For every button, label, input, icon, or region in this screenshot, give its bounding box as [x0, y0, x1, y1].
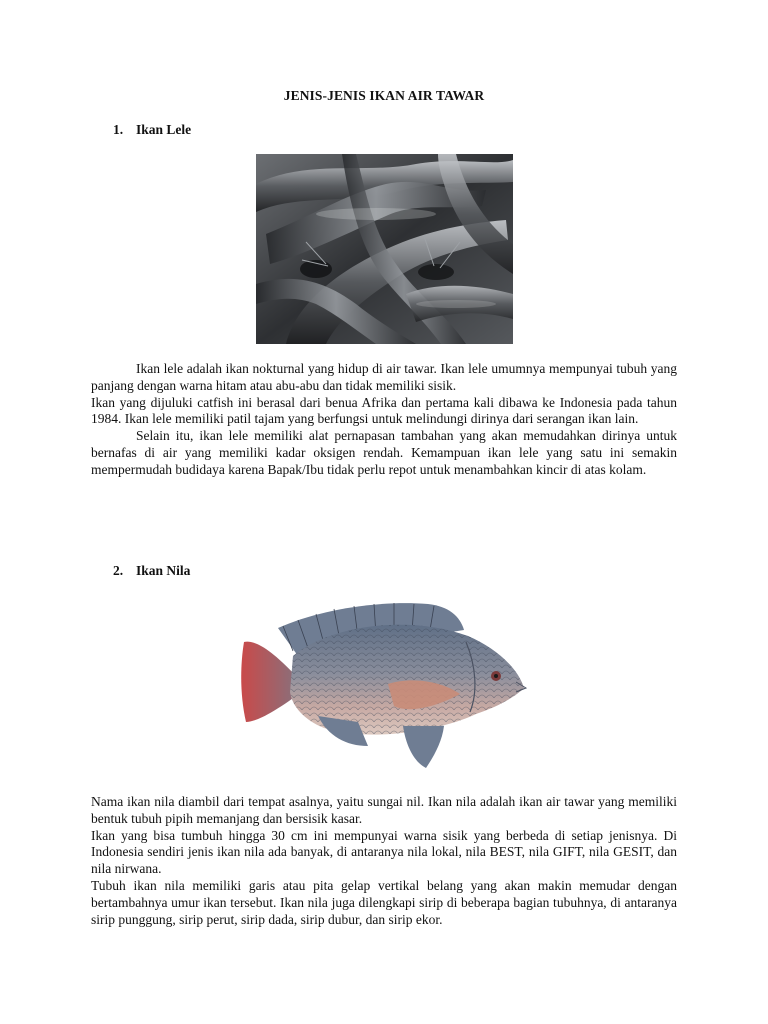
paragraph: Ikan lele adalah ikan nokturnal yang hidup di air tawar. Ikan lele umumnya mempunyai tubuh yang panjang dengan warna hitam atau abu-abu dan tidak memiliki sisik.: [91, 361, 677, 393]
paragraph: Ikan yang dijuluki catfish ini berasal dari benua Afrika dan pertama kali dibawa ke Indonesia pada tahun 1984. Ikan lele memiliki patil tajam yang berfungsi untuk melindungi dirinya dari serangan ikan lain.: [91, 394, 677, 427]
tilapia-illustration: [238, 596, 530, 774]
section-body-nila: [91, 794, 677, 928]
section-title: Ikan Lele: [136, 122, 192, 137]
section-number: 2.: [113, 563, 124, 578]
paragraph: Tubuh ikan nila memiliki garis atau pita gelap vertikal belang yang akan makin memudar dengan bertambahnya umur ikan tersebut. Ikan nila juga dilengkapi sirip di beberapa bagian tubuhnya, di antaranya sirip punggung, sirip perut, sirip dada, sirip dubur, dan sirip ekor.: [91, 877, 677, 927]
section-heading-nila: [113, 563, 190, 579]
document-title: JENIS-JENIS IKAN AIR TAWAR: [283, 88, 485, 103]
paragraph: Selain itu, ikan lele memiliki alat pernapasan tambahan yang akan memudahkan dirinya untuk bernafas di air yang memiliki kadar oksigen rendah. Kemampuan ikan lele yang satu ini semakin mempermudah budidaya karena Bapak/Ibu tidak perlu repot untuk menambahkan kincir di atas kolam.: [91, 428, 677, 477]
section-title: Ikan Nila: [136, 563, 191, 578]
section-heading-lele: [113, 122, 191, 138]
section-number: 1.: [113, 122, 124, 137]
paragraph: Ikan yang bisa tumbuh hingga 30 cm ini mempunyai warna sisik yang berbeda di setiap jenisnya. Di Indonesia sendiri jenis ikan nila ada banyak, di antaranya nila lokal, nila BEST, nila GIFT, nila GESIT, dan nila nirwana.: [91, 827, 677, 877]
paragraph: Nama ikan nila diambil dari tempat asalnya, yaitu sungai nil. Ikan nila adalah ikan air tawar yang memiliki bentuk tubuh pipih memanjang dan bersisik kasar.: [91, 794, 677, 826]
section-body-lele: [91, 361, 677, 479]
catfish-photo: [256, 154, 513, 344]
